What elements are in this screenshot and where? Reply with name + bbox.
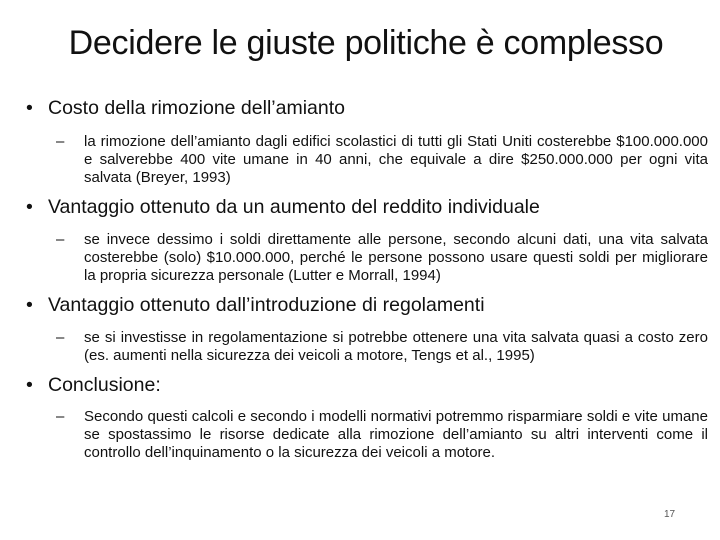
bullet-text: Costo della rimozione dell’amianto xyxy=(48,97,345,119)
bullet-item-regulations xyxy=(0,293,720,317)
sub-item-income-increase xyxy=(56,231,708,285)
sub-marker: – xyxy=(56,231,65,248)
slide-content xyxy=(0,92,720,462)
sub-text: la rimozione dell’amianto dagli edifici scolastici di tutti gli Stati Uniti costerebbe $100.000.000 e salverebbe 400 vite umane in 40 anni, che equivale a dire $250.000.000 per ogni vita salvata (Breyer, 1993) xyxy=(84,133,708,186)
sub-item-regulations xyxy=(56,329,708,365)
sub-marker: – xyxy=(56,329,65,346)
bullet-item-asbestos-cost xyxy=(0,96,720,120)
bullet-item-conclusion xyxy=(0,373,720,397)
sub-text: Secondo questi calcoli e secondo i modelli normativi potremmo risparmiare soldi e vite umane se spostassimo le risorse dedicate alla rimozione dell’amianto su altri interventi come il controllo dell’inquinamento o la sicurezza dei veicoli a motore. xyxy=(84,408,708,461)
bullet-marker: • xyxy=(26,97,33,119)
bullet-marker: • xyxy=(26,196,33,218)
sub-marker: – xyxy=(56,408,65,425)
sub-marker: – xyxy=(56,133,65,150)
slide-title: Decidere le giuste politiche è complesso xyxy=(68,24,664,62)
bullet-text: Vantaggio ottenuto dall’introduzione di regolamenti xyxy=(48,294,485,316)
bullet-item-income-increase xyxy=(0,195,720,219)
bullet-marker: • xyxy=(26,294,33,316)
sub-item-conclusion xyxy=(56,408,708,462)
page-number: 17 xyxy=(664,509,676,520)
bullet-text: Conclusione: xyxy=(48,374,161,396)
sub-text: se invece dessimo i soldi direttamente alle persone, secondo alcuni dati, una vita salvata costerebbe (solo) $10.000.000, perché le persone possono usare questi soldi per migliorare la propria sicurezza personale (Lutter e Morrall, 1994) xyxy=(84,231,708,284)
bullet-text: Vantaggio ottenuto da un aumento del reddito individuale xyxy=(48,196,540,218)
bullet-marker: • xyxy=(26,374,33,396)
sub-text: se si investisse in regolamentazione si potrebbe ottenere una vita salvata quasi a costo zero (es. aumenti nella sicurezza dei veicoli a motore, Tengs et al., 1995) xyxy=(84,329,708,364)
sub-item-asbestos-cost xyxy=(56,133,708,187)
